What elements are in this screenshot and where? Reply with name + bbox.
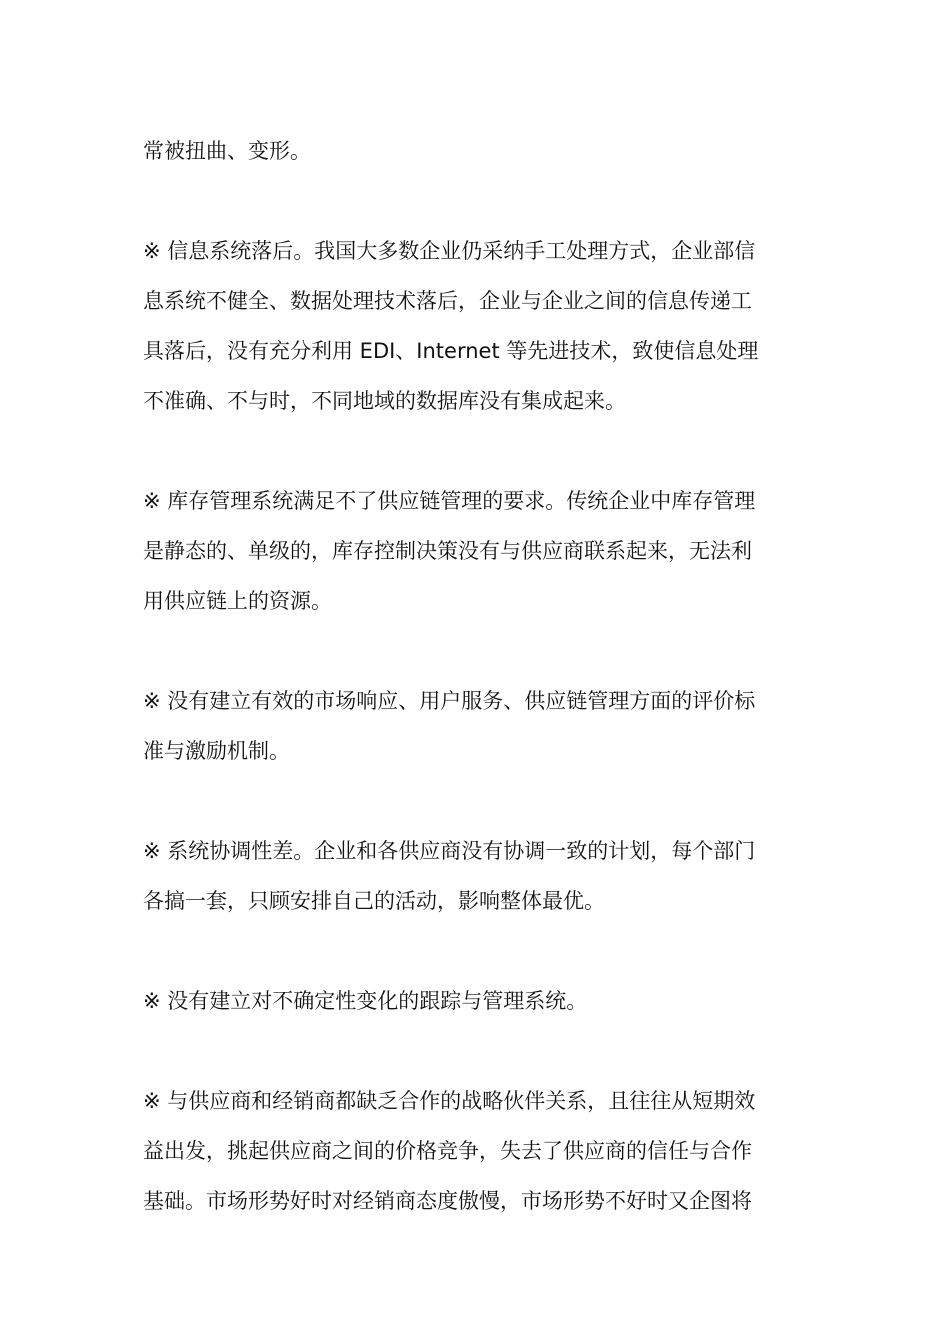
text-line: ※ 信息系统落后。我国大多数企业仍采纳手工处理方式，企业部信	[143, 239, 756, 263]
text-line: 常被扭曲、变形。	[143, 139, 311, 163]
text-line: 各搞一套，只顾安排自己的活动，影响整体最优。	[143, 889, 605, 913]
text-line: ※ 系统协调性差。企业和各供应商没有协调一致的计划，每个部门	[143, 839, 756, 863]
paragraph-continuation	[143, 126, 807, 176]
document-body	[143, 126, 807, 1226]
text-line: 不准确、不与时，不同地域的数据库没有集成起来。	[143, 389, 626, 413]
text-line: 具落后，没有充分利用 EDI、Internet 等先进技术，致使信息处理	[143, 339, 759, 363]
text-line: ※ 库存管理系统满足不了供应链管理的要求。传统企业中库存管理	[143, 489, 756, 513]
paragraph-inventory-management	[143, 476, 807, 626]
paragraph-evaluation-standards	[143, 676, 807, 776]
text-line: 基础。市场形势好时对经销商态度傲慢，市场形势不好时又企图将	[143, 1189, 752, 1213]
text-line: 息系统不健全、数据处理技术落后，企业与企业之间的信息传递工	[143, 289, 752, 313]
text-line: 是静态的、单级的，库存控制决策没有与供应商联系起来，无法利	[143, 539, 752, 563]
text-line: 益出发，挑起供应商之间的价格竞争，失去了供应商的信任与合作	[143, 1139, 752, 1163]
paragraph-system-coordination	[143, 826, 807, 926]
text-line: 准与激励机制。	[143, 739, 290, 763]
text-line: ※ 没有建立有效的市场响应、用户服务、供应链管理方面的评价标	[143, 689, 756, 713]
text-line: ※ 没有建立对不确定性变化的跟踪与管理系统。	[143, 989, 588, 1013]
paragraph-strategic-partnership	[143, 1076, 807, 1226]
paragraph-uncertainty-tracking	[143, 976, 807, 1026]
text-line: ※ 与供应商和经销商都缺乏合作的战略伙伴关系，且往往从短期效	[143, 1089, 756, 1113]
paragraph-information-system	[143, 226, 807, 426]
text-line: 用供应链上的资源。	[143, 589, 332, 613]
